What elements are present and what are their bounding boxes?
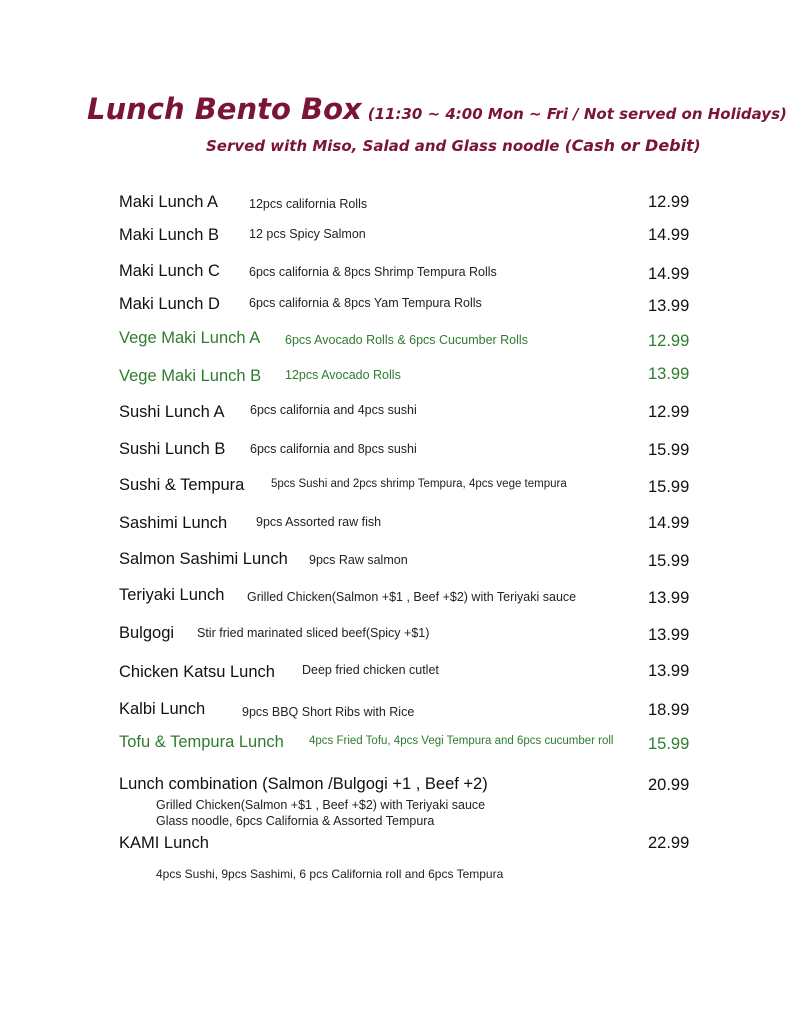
item-price: 18.99 — [648, 701, 690, 719]
kami-price: 22.99 — [648, 834, 690, 852]
item-price: 13.99 — [648, 662, 690, 680]
payment-text: Cash or Debit — [571, 136, 694, 155]
item-name: Vege Maki Lunch B — [119, 367, 262, 385]
item-price: 15.99 — [648, 552, 690, 570]
served-close: ) — [693, 137, 701, 155]
item-price: 14.99 — [648, 265, 690, 283]
menu-title-text: Lunch Bento Box — [87, 92, 362, 126]
combination-name: Lunch combination (Salmon /Bulgogi +1 , Beef +2) — [119, 775, 488, 793]
item-name: Tofu & Tempura Lunch — [119, 733, 284, 751]
menu-title — [87, 92, 787, 126]
combination-price: 20.99 — [648, 776, 690, 794]
item-name: Maki Lunch C — [119, 262, 220, 280]
item-desc: 6pcs california & 8pcs Yam Tempura Rolls — [249, 296, 482, 310]
item-price: 12.99 — [648, 193, 690, 211]
served-with-text: Served with Miso, Salad and Glass noodle ( — [206, 137, 572, 155]
item-desc: 5pcs Sushi and 2pcs shrimp Tempura, 4pcs vege tempura — [271, 478, 567, 490]
item-price: 12.99 — [648, 403, 690, 421]
kami-name: KAMI Lunch — [119, 834, 209, 852]
item-desc: 4pcs Fried Tofu, 4pcs Vegi Tempura and 6pcs cucumber roll — [309, 735, 614, 747]
item-name: Maki Lunch A — [119, 193, 219, 211]
menu-hours: (11:30 ~ 4:00 Mon ~ Fri / Not served on Holidays) — [367, 105, 787, 123]
item-desc: 6pcs Avocado Rolls & 6pcs Cucumber Rolls — [285, 333, 528, 347]
item-name: Teriyaki Lunch — [119, 586, 225, 604]
item-price: 15.99 — [648, 441, 690, 459]
item-price: 14.99 — [648, 226, 690, 244]
item-name: Sushi Lunch B — [119, 440, 226, 458]
combination-line-2: Glass noodle, 6pcs California & Assorted Tempura — [156, 814, 435, 828]
kami-desc: 4pcs Sushi, 9pcs Sashimi, 6 pcs California roll and 6pcs Tempura — [156, 867, 504, 881]
item-desc: 6pcs california and 8pcs sushi — [250, 442, 417, 456]
item-price: 15.99 — [648, 735, 690, 753]
item-desc: 12pcs california Rolls — [249, 197, 368, 211]
item-desc: 9pcs Raw salmon — [309, 553, 408, 567]
item-name: Maki Lunch D — [119, 295, 220, 313]
item-desc: 12 pcs Spicy Salmon — [249, 227, 366, 241]
item-desc: 9pcs BBQ Short Ribs with Rice — [242, 705, 415, 719]
item-price: 14.99 — [648, 514, 690, 532]
item-desc: 6pcs california and 4pcs sushi — [250, 403, 417, 417]
item-desc: Grilled Chicken(Salmon +$1 , Beef +$2) with Teriyaki sauce — [247, 590, 577, 604]
item-name: Vege Maki Lunch A — [119, 329, 261, 347]
item-desc: Stir fried marinated sliced beef(Spicy +$1) — [197, 626, 430, 640]
item-price: 12.99 — [648, 332, 690, 350]
item-desc: 12pcs Avocado Rolls — [285, 368, 401, 382]
item-name: Maki Lunch B — [119, 226, 219, 244]
item-name: Sushi & Tempura — [119, 476, 245, 494]
item-desc: 6pcs california & 8pcs Shrimp Tempura Rolls — [249, 265, 497, 279]
item-price: 13.99 — [648, 365, 690, 383]
item-name: Sashimi Lunch — [119, 514, 228, 532]
combination-line-1: Grilled Chicken(Salmon +$1 , Beef +$2) with Teriyaki sauce — [156, 798, 486, 812]
item-price: 13.99 — [648, 589, 690, 607]
item-name: Sushi Lunch A — [119, 403, 225, 421]
item-price: 13.99 — [648, 297, 690, 315]
item-name: Kalbi Lunch — [119, 700, 206, 718]
item-desc: 9pcs Assorted raw fish — [256, 515, 382, 529]
item-price: 15.99 — [648, 478, 690, 496]
item-name: Bulgogi — [119, 624, 175, 642]
item-name: Salmon Sashimi Lunch — [119, 550, 288, 568]
item-name: Chicken Katsu Lunch — [119, 663, 275, 681]
item-desc: Deep fried chicken cutlet — [302, 663, 439, 677]
menu-subtitle — [206, 136, 701, 155]
item-price: 13.99 — [648, 626, 690, 644]
